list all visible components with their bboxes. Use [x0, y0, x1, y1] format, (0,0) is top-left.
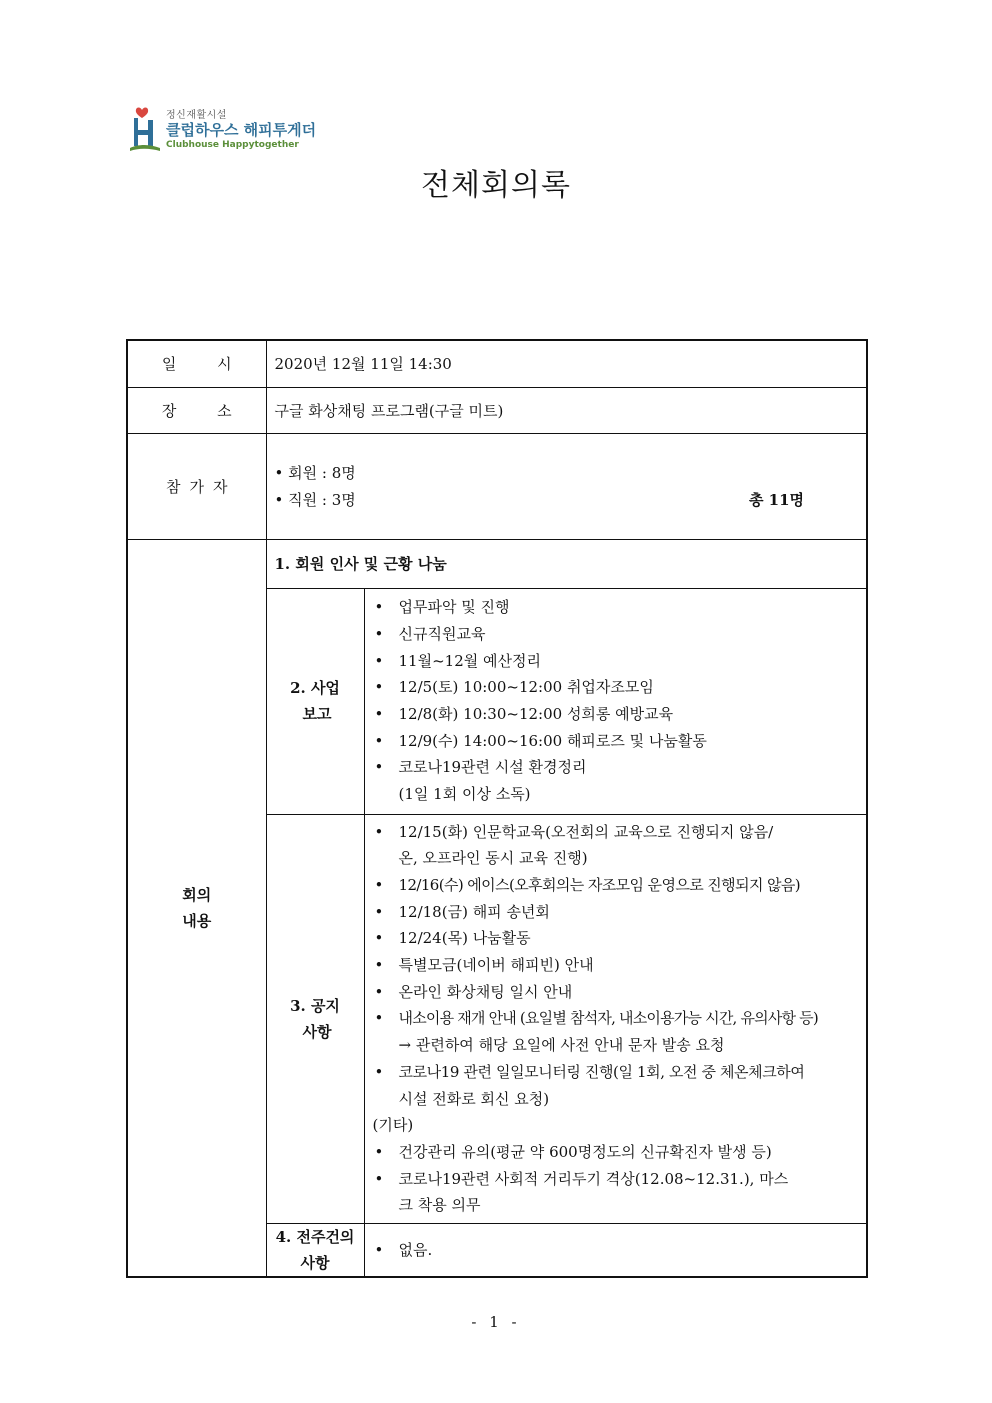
list-item: • 코로나19 관련 일일모니터링 진행(일 1회, 오전 중 체온체크하여 시설 전화로 회신 요청)	[373, 1059, 865, 1112]
list-item: • 12/16(수) 에이스(오후회의는 자조모임 운영으로 진행되지 않음)	[373, 872, 865, 899]
section1-row	[127, 539, 867, 588]
section3-items	[364, 814, 867, 1224]
list-item: • 내소이용 재개 안내 (요일별 참석자, 내소이용가능 시간, 유의사항 등) → 관련하여 해당 요일에 사전 안내 문자 발송 요청	[373, 1005, 865, 1058]
list-item: • 12/9(수) 14:00~16:00 해피로즈 및 나눔활동	[373, 728, 861, 755]
list-item: • 업무파악 및 진행	[373, 594, 861, 621]
attendee-staff: • 직원 : 3명	[274, 491, 356, 509]
section1-title: 1. 회원 인사 및 근황 나눔	[266, 539, 867, 588]
list-item: • 12/8(화) 10:30~12:00 성희롱 예방교육	[373, 701, 861, 728]
list-item: • 신규직원교육	[373, 621, 861, 648]
list-item: • 건강관리 유의(평균 약 600명정도의 신규확진자 발생 등)	[373, 1139, 865, 1166]
list-item: • 없음.	[373, 1237, 861, 1264]
list-item-continuation: (1일 1회 이상 소독)	[398, 785, 531, 804]
list-item: • 코로나19관련 사회적 거리두기 격상(12.08~12.31.), 마스 크 착용 의무	[373, 1166, 865, 1219]
date-label: 일 시	[127, 340, 266, 387]
date-value: 2020년 12월 11일 14:30	[266, 340, 867, 387]
page-number: - 1 -	[471, 1313, 521, 1331]
list-item: • 12/24(목) 나눔활동	[373, 925, 865, 952]
place-label: 장 소	[127, 387, 266, 433]
logo-subtitle: 정신재활시설	[166, 110, 227, 121]
attendees-value	[266, 433, 867, 539]
list-item: • 12/5(토) 10:00~12:00 취업자조모임	[373, 674, 861, 701]
section3-label: 3. 공지 사항	[266, 814, 364, 1224]
date-row	[127, 340, 867, 387]
list-item: • 12/18(금) 해피 송년회	[373, 899, 865, 926]
clubhouse-logo-icon	[128, 104, 162, 154]
list-item: • 온라인 화상채팅 일시 안내	[373, 979, 865, 1006]
place-value: 구글 화상채팅 프로그램(구글 미트)	[266, 387, 867, 433]
list-item: • 특별모금(네이버 해피빈) 안내	[373, 952, 865, 979]
attendee-total: 총 11명	[748, 491, 805, 509]
clubhouse-logo	[128, 104, 348, 156]
section4-items	[364, 1224, 867, 1278]
minutes-table	[126, 339, 868, 1278]
logo-english: Clubhouse Happytogether	[166, 140, 299, 150]
attendees-row	[127, 433, 867, 539]
section2-items	[364, 588, 867, 814]
attendees-label: 참가자	[127, 433, 266, 539]
list-item: • 12/15(화) 인문학교육(오전회의 교육으로 진행되지 않음/ 온, 오프라인 동시 교육 진행)	[373, 819, 865, 872]
list-item: • 코로나19관련 시설 환경정리	[373, 754, 861, 781]
logo-name: 클럽하우스 해피투게더	[166, 121, 317, 139]
place-row	[127, 387, 867, 433]
section4-label: 4. 전주건의 사항	[266, 1224, 364, 1278]
meeting-content-label: 회의 내용	[127, 539, 266, 1277]
attendee-members: • 회원 : 8명	[274, 464, 356, 482]
document-title: 전체회의록	[421, 168, 571, 203]
etc-label: (기타)	[372, 1116, 414, 1135]
list-item: • 11월~12월 예산정리	[373, 648, 861, 675]
section2-label: 2. 사업 보고	[266, 588, 364, 814]
